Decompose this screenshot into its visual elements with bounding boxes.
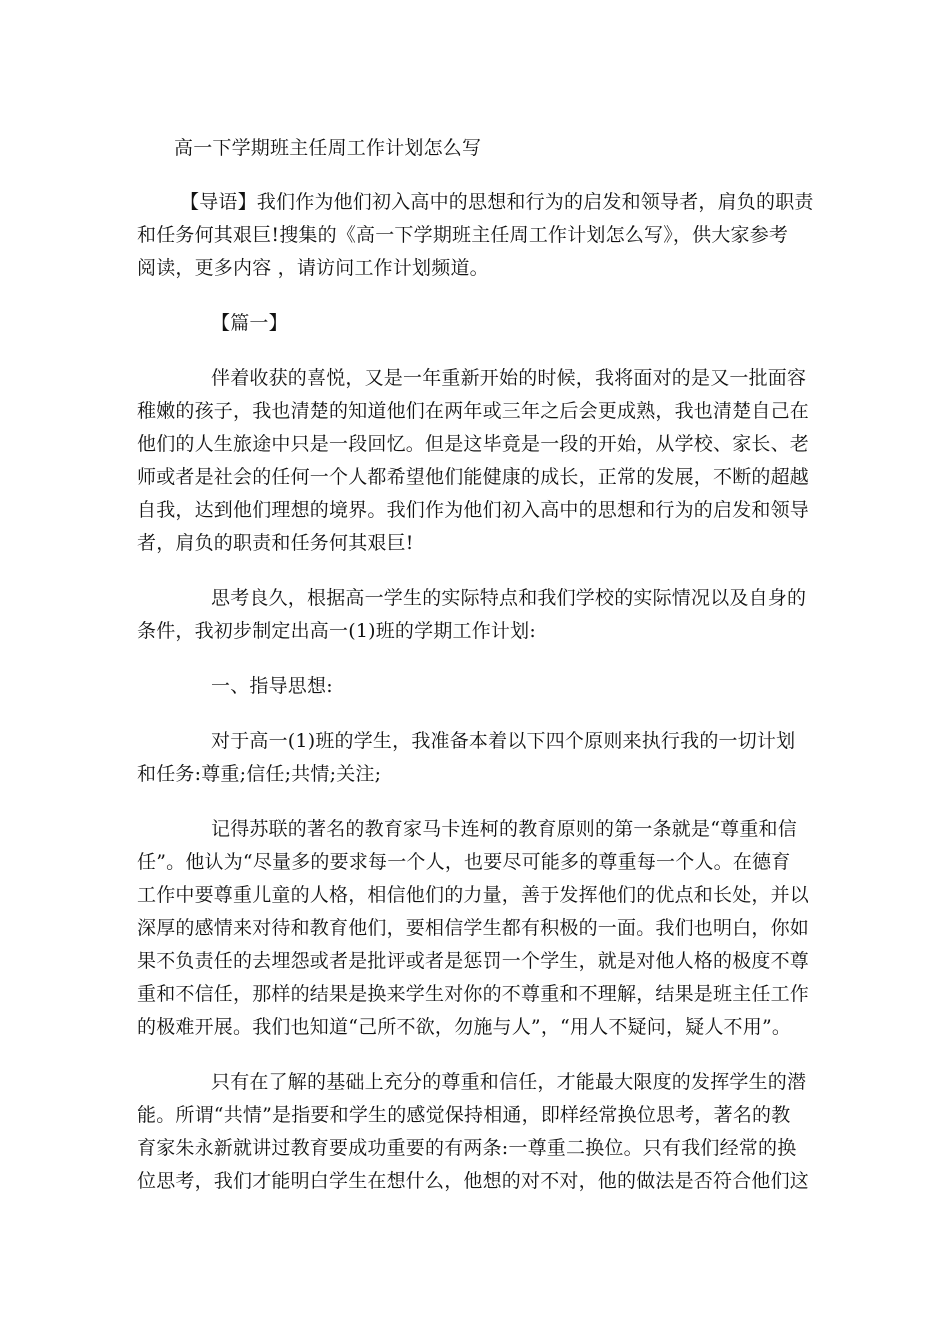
paragraph-line: 思考良久，根据高一学生的实际特点和我们学校的实际情况以及自身的 (211, 587, 807, 609)
paragraph-line: 伴着收获的喜悦，又是一年重新开始的时候，我将面对的是又一批面容 (211, 367, 807, 389)
part-heading: 【篇一】 (211, 312, 288, 334)
paragraph-line: 任”。他认为“尽量多的要求每一个人，也要尽可能多的尊重每一个人。在德育 (137, 851, 791, 873)
paragraph-line: 者，肩负的职责和任务何其艰巨! (137, 532, 414, 554)
paragraph-line: 果不负责任的去埋怨或者是批评或者是惩罚一个学生，就是对他人格的极度不尊 (137, 950, 810, 972)
paragraph-line: 深厚的感情来对待和教育他们，要相信学生都有积极的一面。我们也明白，你如 (137, 917, 810, 939)
intro-line: 和任务何其艰巨!搜集的《高一下学期班主任周工作计划怎么写》，供大家参考 (137, 224, 789, 246)
paragraph-line: 条件，我初步制定出高一(1)班的学期工作计划: (137, 620, 536, 642)
intro-line: 【导语】我们作为他们初入高中的思想和行为的启发和领导者，肩负的职责 (180, 191, 814, 213)
paragraph-line: 的极难开展。我们也知道“己所不欲，勿施与人”，“用人不疑问，疑人不用”。 (137, 1016, 792, 1038)
document-title: 高一下学期班主任周工作计划怎么写 (174, 137, 482, 159)
paragraph-line: 他们的人生旅途中只是一段回忆。但是这毕竟是一段的开始，从学校、家长、老 (137, 433, 810, 455)
paragraph-line: 自我，达到他们理想的境界。我们作为他们初入高中的思想和行为的启发和领导 (137, 499, 810, 521)
paragraph-line: 师或者是社会的任何一个人都希望他们能健康的成长，正常的发展，不断的超越 (137, 466, 810, 488)
paragraph-line: 稚嫩的孩子，我也清楚的知道他们在两年或三年之后会更成熟，我也清楚自己在 (137, 400, 810, 422)
paragraph-line: 重和不信任，那样的结果是换来学生对你的不尊重和不理解，结果是班主任工作 (137, 983, 810, 1005)
paragraph-line: 育家朱永新就讲过教育要成功重要的有两条:一尊重二换位。只有我们经常的换 (137, 1137, 797, 1159)
paragraph-line: 工作中要尊重儿童的人格，相信他们的力量，善于发挥他们的优点和长处，并以 (137, 884, 810, 906)
paragraph-line: 能。所谓“共情”是指要和学生的感觉保持相通，即样经常换位思考，著名的教 (137, 1104, 791, 1126)
intro-line: 阅读，更多内容 ，请访问工作计划频道。 (137, 257, 489, 279)
paragraph-line: 只有在了解的基础上充分的尊重和信任，才能最大限度的发挥学生的潜 (211, 1071, 807, 1093)
paragraph-line: 位思考，我们才能明白学生在想什么，他想的对不对，他的做法是否符合他们这 (137, 1170, 810, 1192)
section-heading: 一、指导思想: (211, 675, 333, 697)
paragraph-line: 和任务:尊重;信任;共情;关注; (137, 763, 382, 785)
paragraph-line: 对于高一(1)班的学生，我准备本着以下四个原则来执行我的一切计划 (211, 730, 796, 752)
paragraph-line: 记得苏联的著名的教育家马卡连柯的教育原则的第一条就是“尊重和信 (211, 818, 797, 840)
